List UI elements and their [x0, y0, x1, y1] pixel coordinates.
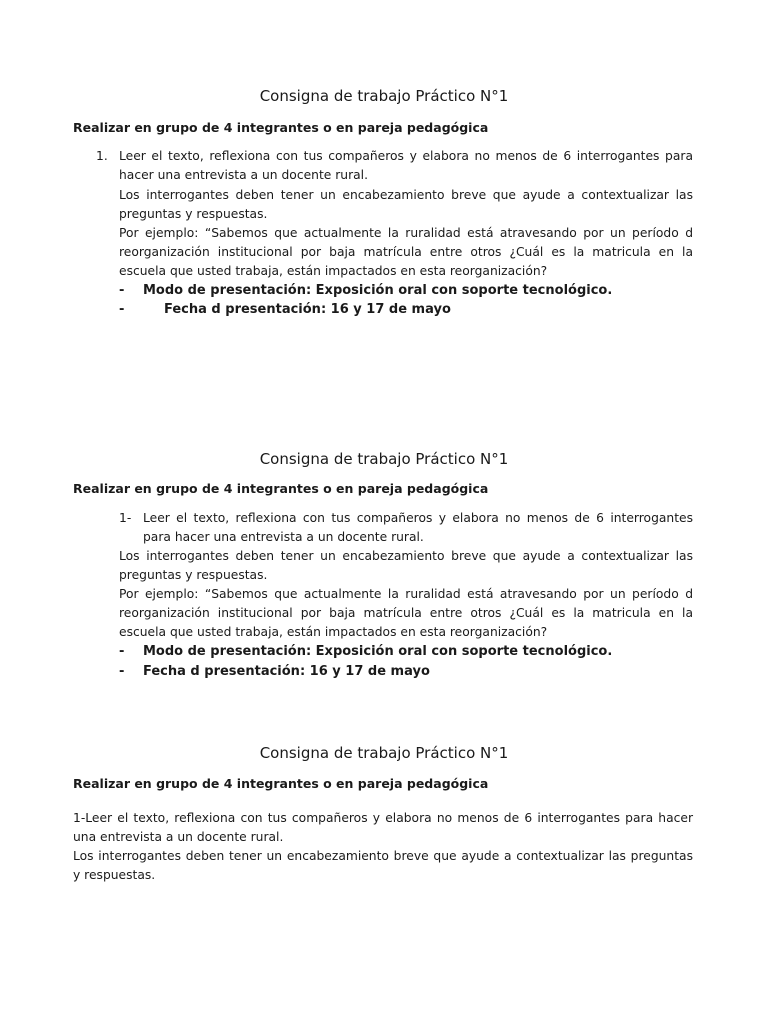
section-2-paragraph-2: Los interrogantes deben tener un encabezamiento breve que ayude a contextualizar las preguntas y respuestas. — [119, 549, 693, 583]
section-1-bullet-2: Fecha d presentación: 16 y 17 de mayo — [164, 302, 451, 317]
section-1-paragraph-3: Por ejemplo: “Sabemos que actualmente la ruralidad está atravesando por un período d reorganización institucional por baja matrícula entre otros ¿Cuál es la matricula en la escuela que usted trabaja, están impactados en esta reorganización? — [119, 226, 693, 279]
section-3-paragraph-1: 1-Leer el texto, reflexiona con tus compañeros y elabora no menos de 6 interrogantes para hacer una entrevista a un docente rural. — [73, 811, 693, 845]
section-1-bullet-2-dash: - — [119, 302, 125, 317]
section-1-subtitle: Realizar en grupo de 4 integrantes o en pareja pedagógica — [73, 120, 489, 135]
section-2-item-number: 1- — [119, 511, 132, 525]
section-2-paragraph-3: Por ejemplo: “Sabemos que actualmente la ruralidad está atravesando por un período d reorganización institucional por baja matrícula entre otros ¿Cuál es la matricula en la escuela que usted trabaja, están impactados en esta reorganización? — [119, 587, 693, 640]
section-1-bullet-1: Modo de presentación: Exposición oral con soporte tecnológico. — [143, 283, 613, 298]
section-3-title: Consigna de trabajo Práctico N°1 — [259, 744, 509, 762]
section-2-item-text: Leer el texto, reflexiona con tus compañeros y elabora no menos de 6 interrogantes para hacer una entrevista a un docente rural. — [143, 511, 693, 545]
section-2-bullet-2-dash: - — [119, 664, 125, 679]
section-3-subtitle: Realizar en grupo de 4 integrantes o en pareja pedagógica — [73, 776, 489, 791]
section-3-paragraph-2: Los interrogantes deben tener un encabezamiento breve que ayude a contextualizar las preguntas y respuestas. — [73, 849, 693, 883]
section-2-bullet-1-dash: - — [119, 644, 125, 659]
section-2-bullet-1: Modo de presentación: Exposición oral con soporte tecnológico. — [143, 644, 613, 659]
section-1-bullet-1-dash: - — [119, 283, 125, 298]
section-1-item-number: 1. — [96, 149, 108, 163]
section-1-item-text: Leer el texto, reflexiona con tus compañeros y elabora no menos de 6 interrogantes para hacer una entrevista a un docente rural. — [119, 149, 693, 183]
section-1-paragraph-2: Los interrogantes deben tener un encabezamiento breve que ayude a contextualizar las preguntas y respuestas. — [119, 188, 693, 222]
section-2-subtitle: Realizar en grupo de 4 integrantes o en pareja pedagógica — [73, 481, 489, 496]
section-1-title: Consigna de trabajo Práctico N°1 — [259, 87, 509, 105]
section-2-bullet-2: Fecha d presentación: 16 y 17 de mayo — [143, 664, 430, 679]
section-2-title: Consigna de trabajo Práctico N°1 — [259, 450, 509, 468]
